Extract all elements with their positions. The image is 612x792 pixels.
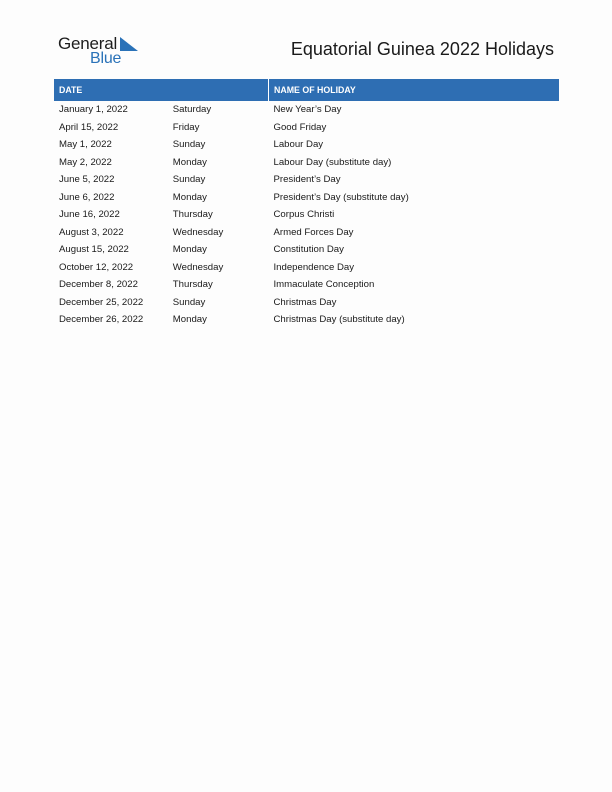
table-row bbox=[54, 101, 559, 119]
table-row bbox=[54, 294, 559, 312]
holiday-date: December 25, 2022 bbox=[59, 296, 144, 308]
table-row bbox=[54, 276, 559, 294]
holiday-name: New Year’s Day bbox=[273, 104, 342, 116]
holiday-date: December 8, 2022 bbox=[59, 279, 138, 291]
holiday-weekday: Thursday bbox=[172, 209, 213, 221]
table-row bbox=[54, 259, 559, 277]
holiday-date: April 15, 2022 bbox=[59, 121, 119, 133]
holiday-name: Christmas Day bbox=[273, 296, 337, 308]
table-row bbox=[54, 241, 559, 259]
holiday-name: Labour Day (substitute day) bbox=[273, 156, 392, 168]
holiday-date: May 2, 2022 bbox=[59, 156, 112, 168]
holiday-date: June 16, 2022 bbox=[59, 209, 120, 221]
holiday-name: Constitution Day bbox=[273, 244, 344, 256]
holiday-name: Immaculate Conception bbox=[273, 279, 375, 291]
logo-text-blue: Blue bbox=[90, 50, 122, 67]
holiday-date: June 5, 2022 bbox=[59, 174, 115, 186]
holiday-weekday: Sunday bbox=[172, 139, 206, 151]
table-body bbox=[54, 101, 559, 329]
table-row bbox=[54, 119, 559, 137]
generalblue-logo bbox=[58, 34, 148, 68]
column-header-holiday: NAME OF HOLIDAY bbox=[269, 79, 560, 101]
holiday-weekday: Monday bbox=[172, 191, 207, 203]
table-row bbox=[54, 154, 559, 172]
holiday-name: President’s Day bbox=[273, 174, 341, 186]
holiday-name: Corpus Christi bbox=[273, 209, 335, 221]
holiday-weekday: Monday bbox=[172, 156, 207, 168]
holiday-date: August 3, 2022 bbox=[59, 226, 124, 238]
holiday-date: October 12, 2022 bbox=[59, 261, 134, 273]
table-row bbox=[54, 136, 559, 154]
holiday-date: August 15, 2022 bbox=[59, 244, 129, 256]
holiday-name: Good Friday bbox=[273, 121, 327, 133]
holiday-date: December 26, 2022 bbox=[59, 314, 144, 326]
holiday-weekday: Monday bbox=[172, 244, 207, 256]
holiday-weekday: Sunday bbox=[172, 296, 206, 308]
holiday-weekday: Sunday bbox=[172, 174, 206, 186]
holiday-weekday: Wednesday bbox=[172, 261, 224, 273]
holiday-date: June 6, 2022 bbox=[59, 191, 115, 203]
table-row bbox=[54, 224, 559, 242]
table-row bbox=[54, 206, 559, 224]
column-header-date: DATE bbox=[54, 79, 269, 101]
holiday-table bbox=[54, 79, 559, 329]
logo-triangle-icon bbox=[120, 37, 138, 51]
holiday-name: President’s Day (substitute day) bbox=[273, 191, 409, 203]
holiday-weekday: Monday bbox=[172, 314, 207, 326]
table-row bbox=[54, 311, 559, 329]
holiday-weekday: Friday bbox=[172, 121, 200, 133]
holiday-weekday: Saturday bbox=[172, 104, 212, 116]
holiday-name: Labour Day bbox=[273, 139, 324, 151]
holiday-date: January 1, 2022 bbox=[59, 104, 128, 116]
holiday-name: Independence Day bbox=[273, 261, 355, 273]
holiday-weekday: Thursday bbox=[172, 279, 213, 291]
table-header-row bbox=[54, 79, 559, 101]
holiday-name: Armed Forces Day bbox=[273, 226, 354, 238]
logo-text-general: General bbox=[58, 34, 118, 53]
holiday-date: May 1, 2022 bbox=[59, 139, 112, 151]
page-title: Equatorial Guinea 2022 Holidays bbox=[290, 39, 554, 59]
holiday-name: Christmas Day (substitute day) bbox=[273, 314, 405, 326]
holiday-weekday: Wednesday bbox=[172, 226, 224, 238]
table-row bbox=[54, 171, 559, 189]
table-row bbox=[54, 189, 559, 207]
